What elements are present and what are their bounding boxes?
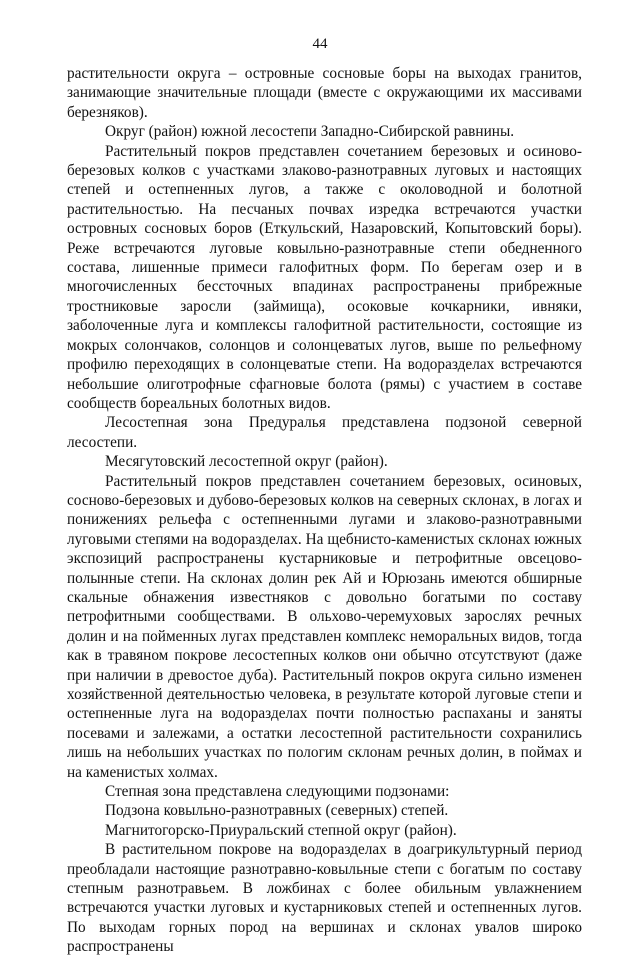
paragraph: растительности округа – островные сосновые боры на выходах гранитов, занимающие значительные площади (вместе с окружающими их массивами березняков).	[67, 65, 582, 121]
page-body-text	[67, 64, 582, 957]
paragraph: Месягутовский лесостепной округ (район).	[105, 453, 388, 471]
paragraph: В растительном покрове на водоразделах в доагрикультурный период преобладали настоящие разнотравно-ковыльные степи с богатым по составу степным разнотравьем. В ложбинах с более обильным увлажнением встречаются участки луговых и кустарниковых степей и остепненных лугов. По выходам горных пород на вершинах и склонах увалов широко распространены	[67, 841, 582, 956]
paragraph: Растительный покров представлен сочетанием березовых, осиновых, сосново-березовых и дубово-березовых колков на северных склонах, в логах и понижениях рельефа с остепненными лугами и злаково-разнотравными луговыми степями на водоразделах. На щебнисто-каменистых склонах южных экспозиций распространены кустарниковые и петрофитные овсецово-полынные степи. На склонах долин рек Ай и Юрюзань имеются обширные скальные обнажения известняков с довольно богатыми по составу петрофитными сообществами. В ольхово-черемуховых зарослях речных долин и на пойменных лугах представлен комплекс неморальных видов, тогда как в травяном покрове лесостепных колков они обычно отсутствуют (даже при наличии в древостое дуба). Растительный покров округа сильно изменен хозяйственной деятельностью человека, в результате которой луговые степи и остепненные луга на водоразделах почти полностью распаханы и заняты посевами и залежами, а остатки лесостепной растительности сохранились лишь на небольших участках по пологим склонам речных долин, в поймах и на каменистых холмах.	[67, 472, 582, 781]
paragraph: Лесостепная зона Предуралья представлена подзоной северной лесостепи.	[67, 414, 582, 451]
paragraph: Округ (район) южной лесостепи Западно-Сибирской равнины.	[105, 123, 515, 141]
paragraph: Магнитогорско-Приуральский степной округ (район).	[105, 821, 457, 839]
page-number: 44	[312, 36, 328, 52]
paragraph: Подзона ковыльно-разнотравных (северных) степей.	[105, 802, 449, 820]
paragraph: Степная зона представлена следующими подзонами:	[105, 783, 450, 801]
paragraph: Растительный покров представлен сочетанием березовых и осиново-березовых колков с участками злаково-разнотравных луговых и настоящих степей и остепненных лугов, а также с околоводной и болотной растительностью. На песчаных почвах изредка встречаются участки островных сосновых боров (Еткульский, Назаровский, Копытовский боры). Реже встречаются луговые ковыльно-разнотравные степи обедненного состава, лишенные примеси галофитных форм. По берегам озер и в многочисленных бессточных впадинах распространены прибрежные тростниковые заросли (займища), осоковые кочкарники, ивняки, заболоченные луга и комплексы галофитной растительности, состоящие из мокрых солончаков, солонцов и солонцеватых лугов, выше по рельефному профилю переходящих в солонцеватые степи. На водоразделах встречаются небольшие олиготрофные сфагновые болота (рямы) с участием в составе сообществ бореальных болотных видов.	[67, 142, 582, 412]
